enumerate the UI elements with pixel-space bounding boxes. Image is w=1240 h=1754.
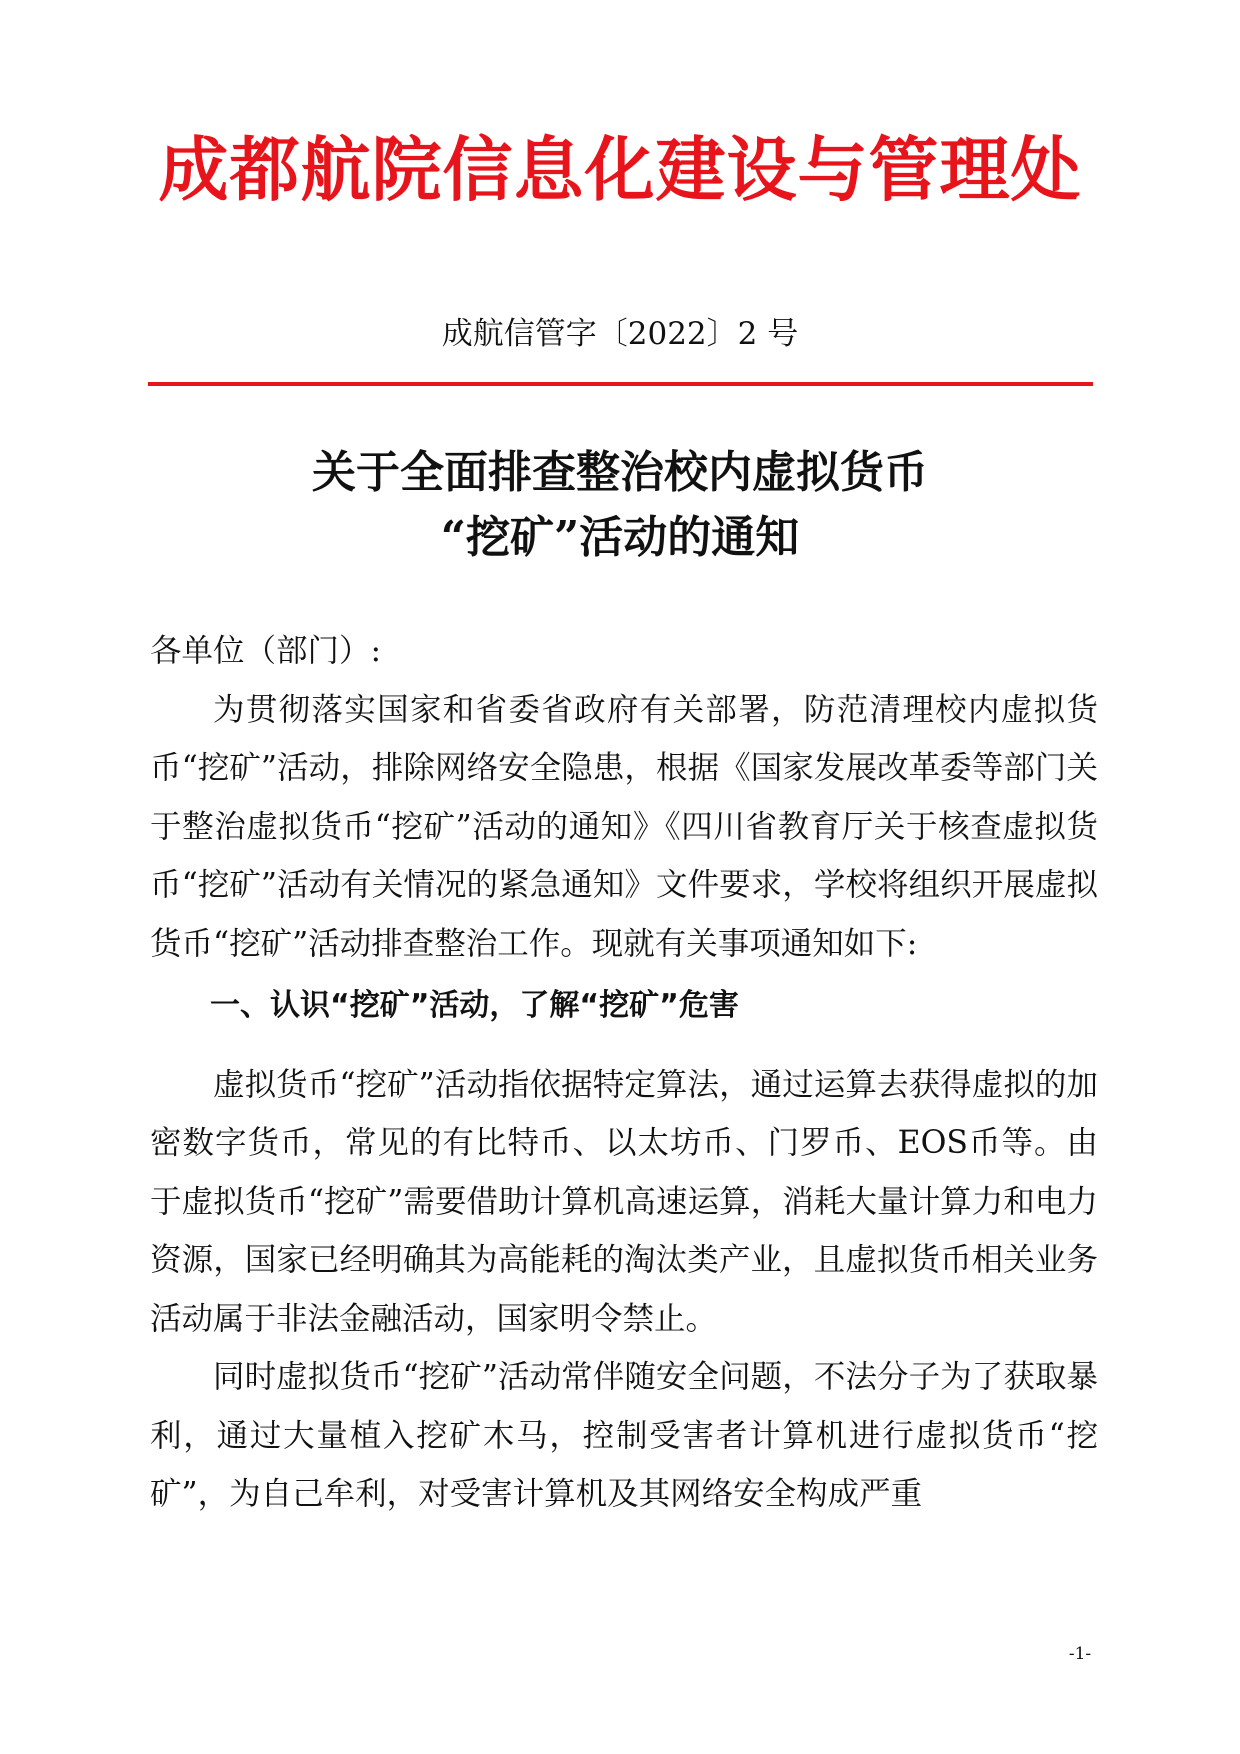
red-divider-line — [148, 382, 1093, 386]
section-1-heading: 一、认识“挖矿”活动，了解“挖矿”危害 — [210, 988, 739, 1023]
section-1-paragraph-2: 同时虚拟货币“挖矿”活动常伴随安全问题，不法分子为了获取暴利，通过大量植入挖矿木马，控制受害者计算机进行虚拟货币“挖矿”，为自己牟利，对受害计算机及其网络安全构成严重 — [150, 1359, 1098, 1512]
title-line-1: 关于全面排查整治校内虚拟货币 — [312, 447, 928, 498]
section-1-paragraph-1: 虚拟货币“挖矿”活动指依据特定算法，通过运算去获得虚拟的加密数字货币，常见的有比特币、以太坊币、门罗币、EOS币等。由于虚拟货币“挖矿”需要借助计算机高速运算，消耗大量计算力和电力资源，国家已经明确其为高能耗的淘汰类产业，且虚拟货币相关业务活动属于非法金融活动，国家明令禁止。 — [150, 1066, 1098, 1337]
document-title — [0, 440, 1240, 570]
intro-paragraph: 为贯彻落实国家和省委省政府有关部署，防范清理校内虚拟货币“挖矿”活动，排除网络安全隐患，根据《国家发展改革委等部门关于整治虚拟货币“挖矿”活动的通知》《四川省教育厅关于核查虚拟货币“挖矿”活动有关情况的紧急通知》文件要求，学校将组织开展虚拟货币“挖矿”活动排查整治工作。现就有关事项通知如下: — [150, 691, 1098, 962]
salutation: 各单位（部门）: — [150, 633, 382, 669]
page-number: -1- — [1068, 1644, 1092, 1664]
organization-header: 成都航院信息化建设与管理处 — [158, 129, 1082, 211]
title-line-2: “挖矿”活动的通知 — [440, 512, 800, 563]
document-body — [150, 622, 1098, 1524]
document-number: 成航信管字〔2022〕2 号 — [441, 316, 799, 352]
